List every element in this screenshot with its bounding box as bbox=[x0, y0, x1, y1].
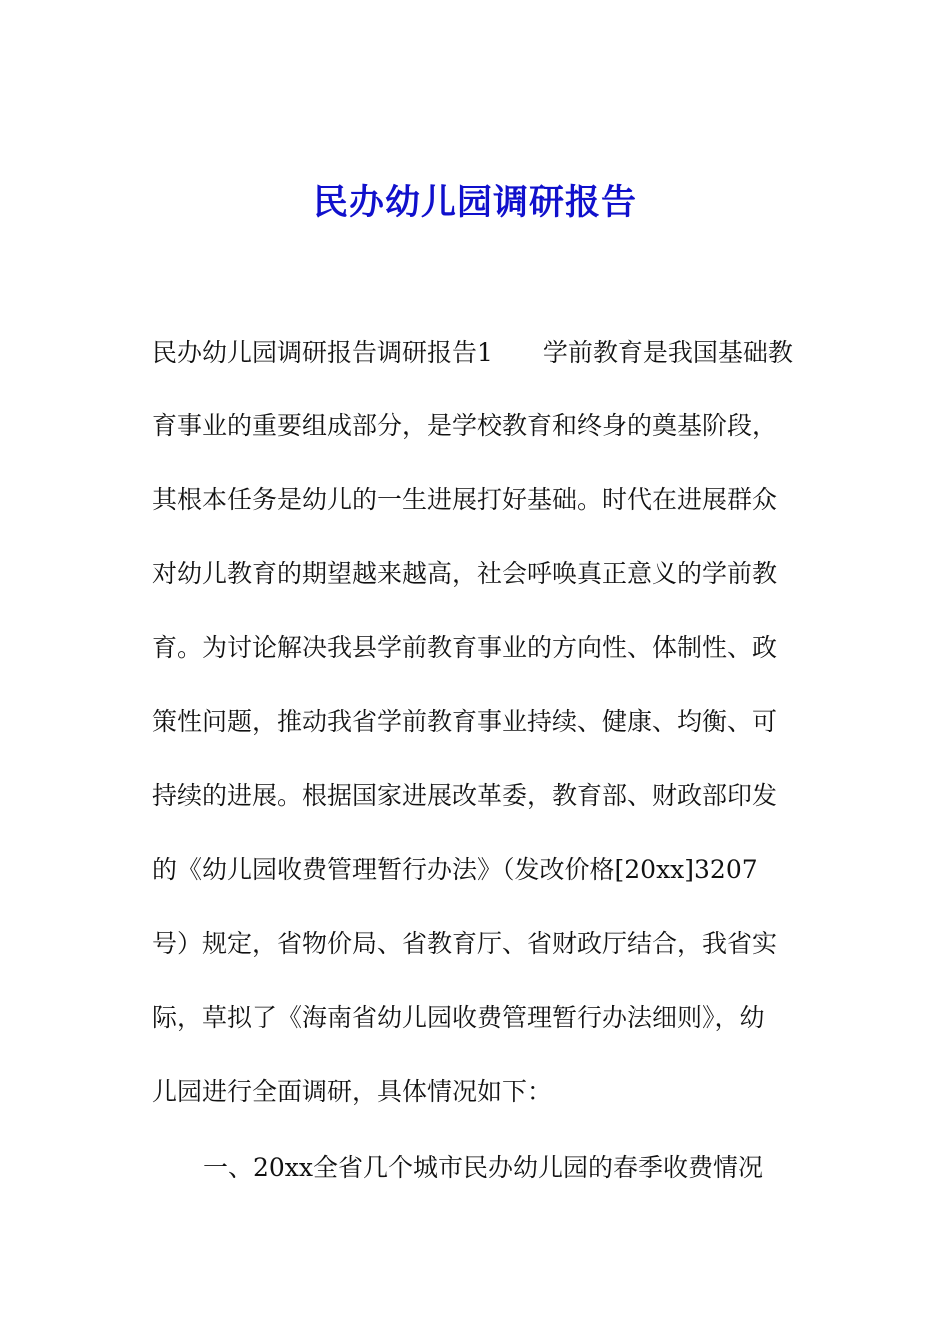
body-line-3: 其根本任务是幼儿的一生进展打好基础。时代在进展群众 bbox=[152, 485, 778, 514]
body-line-8: 的《幼儿园收费管理暂行办法》（发改价格[20xx]3207 bbox=[152, 855, 758, 884]
section-heading: 一、20xx全省几个城市民办幼儿园的春季收费情况 bbox=[203, 1153, 764, 1182]
document-title: 民办幼儿园调研报告 bbox=[312, 182, 637, 223]
body-line-2: 育事业的重要组成部分，是学校教育和终身的奠基阶段， bbox=[152, 411, 778, 440]
body-line-11: 儿园进行全面调研，具体情况如下： bbox=[152, 1077, 553, 1106]
body-line-6: 策性问题，推动我省学前教育事业持续、健康、均衡、可 bbox=[152, 707, 778, 736]
body-line-7: 持续的进展。根据国家进展改革委，教育部、财政部印发 bbox=[152, 781, 778, 810]
body-line-9: 号）规定，省物价局、省教育厅、省财政厅结合，我省实 bbox=[152, 929, 778, 958]
body-line-10: 际，草拟了《海南省幼儿园收费管理暂行办法细则》，幼 bbox=[152, 1003, 765, 1032]
body-line-5: 育。为讨论解决我县学前教育事业的方向性、体制性、政 bbox=[152, 633, 778, 662]
body-line-4: 对幼儿教育的期望越来越高，社会呼唤真正意义的学前教 bbox=[152, 559, 778, 588]
body-line-1: 民办幼儿园调研报告调研报告1 学前教育是我国基础教 bbox=[152, 338, 793, 367]
